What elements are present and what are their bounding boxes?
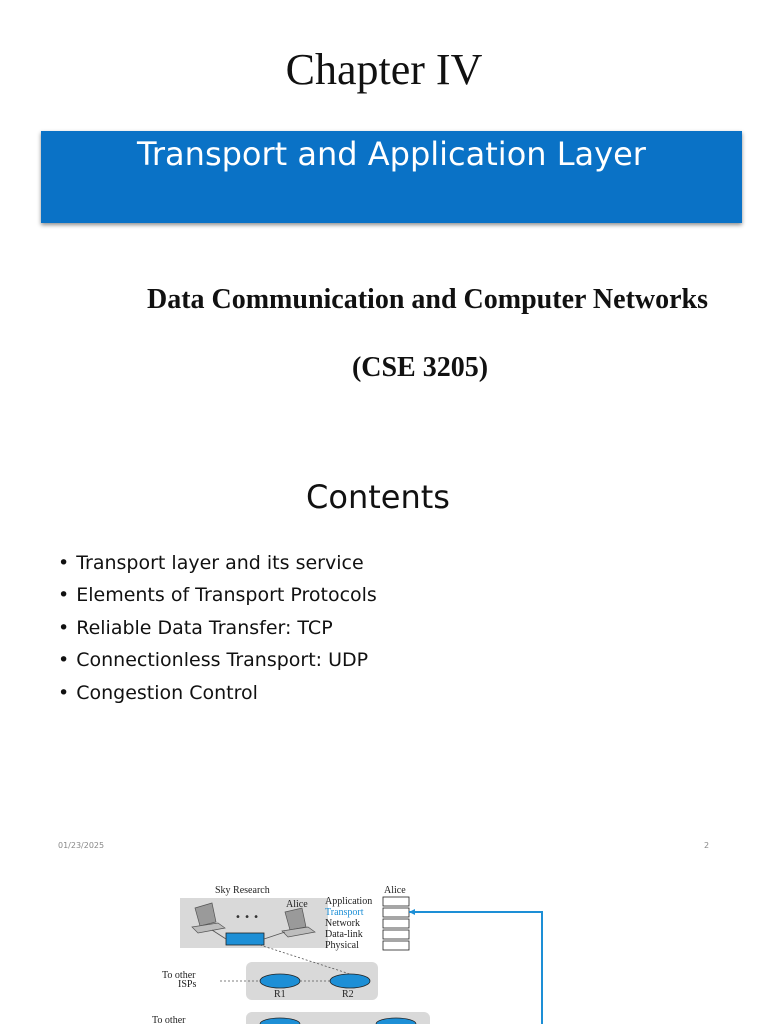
contents-item: • Reliable Data Transfer: TCP [58,614,377,646]
contents-item: • Congestion Control [58,679,377,711]
layer-label: Application [325,896,373,907]
contents-item: • Elements of Transport Protocols [58,581,377,613]
ellipsis-label: • • • [235,912,260,923]
to-other-label: To other [152,1015,186,1024]
transport-path [409,912,542,1024]
contents-item: • Transport layer and its service [58,549,377,581]
course-code: (CSE 3205) [351,352,489,383]
stack-owner-label: Alice [384,885,406,896]
slide-page-number: 2 [704,841,710,850]
contents-list [58,549,377,711]
router-icon [260,974,300,988]
layer-label-highlight: Transport [325,907,364,918]
network-diagram [150,878,550,1024]
slide-date: 01/23/2025 [58,841,105,850]
course-name: Data Communication and Computer Networks [146,284,709,315]
chapter-title: Chapter IV [285,45,483,94]
layer-label: Physical [325,940,359,951]
contents-item: • Connectionless Transport: UDP [58,646,377,678]
router-icon [330,974,370,988]
router-label: R1 [274,989,286,1000]
org-label: Sky Research [215,885,270,896]
contents-heading: Contents [306,478,450,516]
layer-stack [383,897,409,950]
arrow-head-icon [409,909,415,915]
to-other-isps-label: To other [162,970,196,981]
to-other-isps-label: ISPs [178,979,197,990]
layer-label: Data-link [325,929,363,940]
banner-title: Transport and Application Layer [137,135,646,173]
title-banner [41,131,742,223]
host-label: Alice [286,899,308,910]
router-label: R2 [342,989,354,1000]
layer-label: Network [325,918,360,929]
switch-icon [226,933,264,945]
